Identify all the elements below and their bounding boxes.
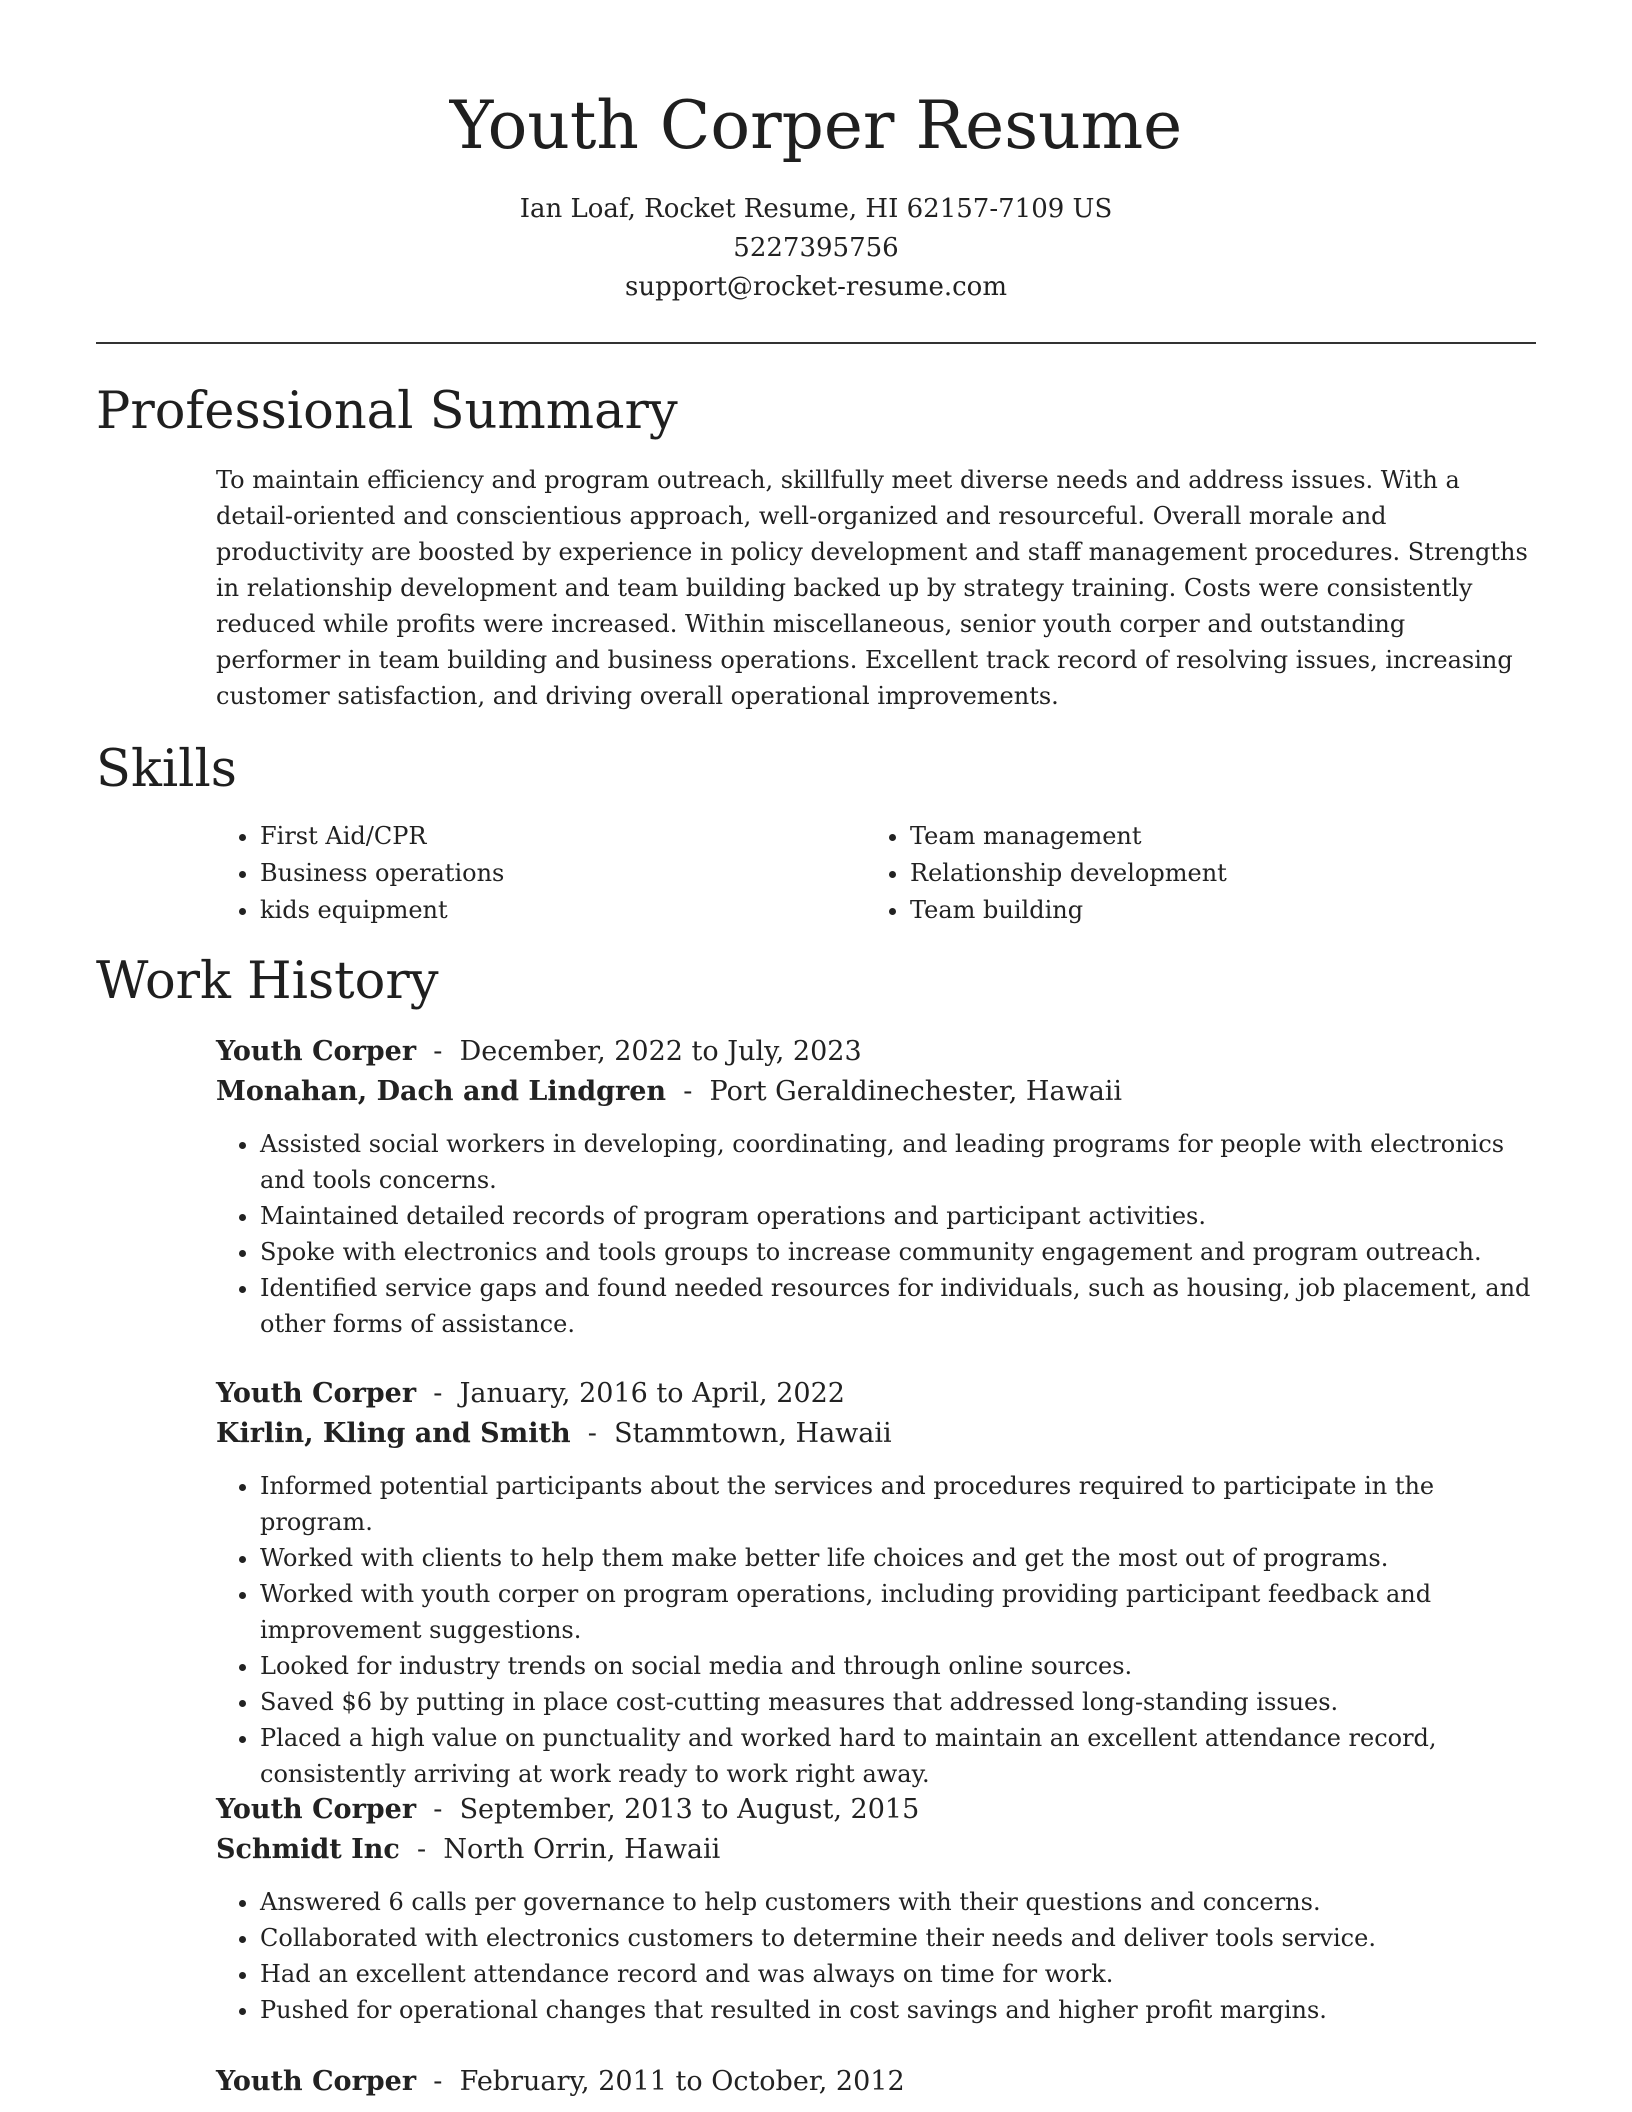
job-duties	[216, 1126, 1536, 1342]
skill-item: • Team management	[910, 818, 1560, 855]
duty-item: • Answered 6 calls per governance to help customers with their questions and concerns.	[260, 1884, 1536, 1920]
job-dates: December, 2022 to July, 2023	[459, 1036, 862, 1067]
job-title: Youth Corper	[216, 2066, 417, 2097]
job-dates: September, 2013 to August, 2015	[459, 1794, 920, 1825]
job-title-line	[216, 2062, 1536, 2102]
job-title-line	[216, 1790, 1536, 1830]
job-company-line	[216, 1072, 1536, 1112]
contact-email: support@rocket-resume.com	[624, 272, 1007, 302]
skills-list-left	[216, 818, 860, 929]
job-company-line	[216, 1830, 1536, 1870]
job-title: Youth Corper	[216, 1036, 417, 1067]
skill-item: • kids equipment	[260, 892, 860, 929]
duty-item: • Maintained detailed records of program operations and participant activities.	[260, 1198, 1536, 1234]
skill-item: • First Aid/CPR	[260, 818, 860, 855]
job-separator: -	[424, 1378, 451, 1409]
header-divider	[96, 342, 1536, 344]
skill-item: • Team building	[910, 892, 1560, 929]
skills-heading: Skills	[96, 740, 237, 799]
job-title-line	[216, 1374, 1536, 1414]
duty-item: • Identified service gaps and found needed resources for individuals, such as housing, job placement, and other forms of assistance.	[260, 1270, 1536, 1342]
job-location: Port Geraldinechester, Hawaii	[709, 1076, 1123, 1107]
job-dates: February, 2011 to October, 2012	[459, 2066, 905, 2097]
job-title-line	[216, 1032, 1536, 1072]
job-location: Stammtown, Hawaii	[614, 1418, 892, 1449]
contact-address: Ian Loaf, Rocket Resume, HI 62157-7109 US	[519, 194, 1113, 224]
job-dates: January, 2016 to April, 2022	[459, 1378, 845, 1409]
contact-block	[0, 190, 1632, 307]
duty-item: • Assisted social workers in developing, coordinating, and leading programs for people with electronics and tools concerns.	[260, 1126, 1536, 1198]
job-company: Kirlin, Kling and Smith	[216, 1418, 571, 1449]
contact-phone: 5227395756	[733, 233, 899, 263]
skill-item: • Business operations	[260, 855, 860, 892]
job-separator: -	[424, 1036, 451, 1067]
job-separator: -	[674, 1076, 701, 1107]
summary-heading: Professional Summary	[96, 382, 678, 441]
job-company-line	[216, 1414, 1536, 1454]
job-title: Youth Corper	[216, 1794, 417, 1825]
job-duties	[216, 1468, 1536, 1792]
resume-title: Youth Corper Resume	[449, 87, 1183, 164]
job-duties	[216, 1884, 1536, 2028]
duty-item: • Informed potential participants about the services and procedures required to participate in the program.	[260, 1468, 1536, 1540]
job-company: Schmidt Inc	[216, 1834, 400, 1865]
summary-text: To maintain efficiency and program outreach, skillfully meet diverse needs and address issues. With a detail-oriented and conscientious approach, well-organized and resourceful. Overall morale and productivity are boosted by experience in policy development and staff management procedures. Strengths in relationship development and team building backed up by strategy training. Costs were consistently reduced while profits were increased. Within miscellaneous, senior youth corper and outstanding performer in team building and business operations. Excellent track record of resolving issues, increasing customer satisfaction, and driving overall operational improvements.	[216, 466, 1528, 710]
job-entry	[216, 1790, 1536, 2028]
duty-item: • Looked for industry trends on social media and through online sources.	[260, 1648, 1536, 1684]
job-separator: -	[424, 2066, 451, 2097]
duty-item: • Had an excellent attendance record and was always on time for work.	[260, 1956, 1536, 1992]
job-entry	[216, 1374, 1536, 1792]
skill-item: • Relationship development	[910, 855, 1560, 892]
duty-item: • Placed a high value on punctuality and worked hard to maintain an excellent attendance record, consistently arriving at work ready to work right away.	[260, 1720, 1536, 1792]
job-location: North Orrin, Hawaii	[443, 1834, 721, 1865]
job-entry	[216, 1032, 1536, 1342]
work-history-heading: Work History	[96, 952, 439, 1011]
duty-item: • Pushed for operational changes that resulted in cost savings and higher profit margins.	[260, 1992, 1536, 2028]
duty-item: • Worked with clients to help them make better life choices and get the most out of programs.	[260, 1540, 1536, 1576]
job-title: Youth Corper	[216, 1378, 417, 1409]
skills-list-right	[866, 818, 1560, 929]
duty-item: • Worked with youth corper on program operations, including providing participant feedback and improvement suggestions.	[260, 1576, 1536, 1648]
duty-item: • Saved $6 by putting in place cost-cutting measures that addressed long-standing issues.	[260, 1684, 1536, 1720]
job-entry	[216, 2062, 1536, 2102]
duty-item: • Spoke with electronics and tools groups to increase community engagement and program outreach.	[260, 1234, 1536, 1270]
job-company: Monahan, Dach and Lindgren	[216, 1076, 667, 1107]
duty-item: • Collaborated with electronics customers to determine their needs and deliver tools service.	[260, 1920, 1536, 1956]
job-separator: -	[579, 1418, 606, 1449]
job-separator: -	[408, 1834, 435, 1865]
job-separator: -	[424, 1794, 451, 1825]
